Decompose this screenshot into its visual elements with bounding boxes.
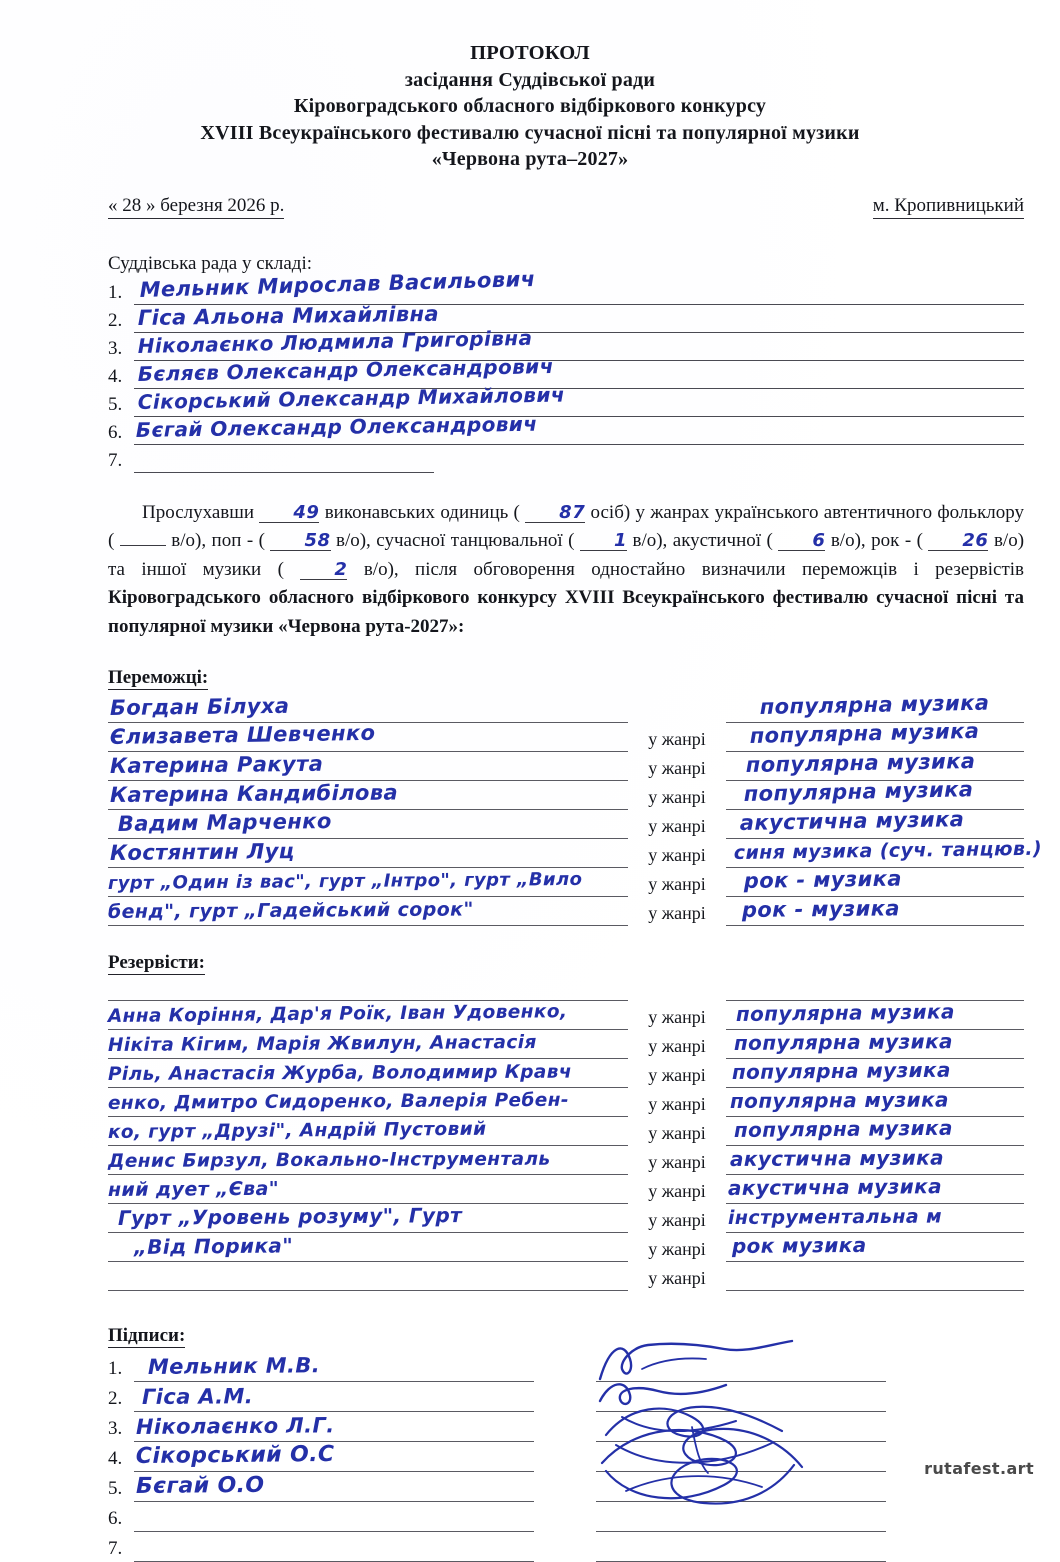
genre-label: у жанрі (648, 1152, 706, 1173)
table-row (108, 1412, 1024, 1442)
header-subtitle-1: засідання Суддівської ради (404, 69, 656, 92)
winner-name-handwriting: гурт „Один із вас", гурт „Інтро", гурт „Вило (107, 868, 583, 895)
winner-genre-handwriting: рок - музика (741, 896, 901, 923)
signature-name-handwriting: Бєгай О.О (135, 1472, 265, 1500)
table-row (108, 1030, 1024, 1059)
winner-name-handwriting: Єлизавета Шевченко (109, 720, 376, 750)
signature-name-cell (134, 1442, 534, 1472)
winner-name-handwriting: Катерина Кандибілова (109, 780, 399, 808)
council-item-index: 3. (108, 337, 123, 359)
para-text-4: в/о), поп - ( (171, 530, 265, 552)
council-item-index: 4. (108, 365, 123, 387)
signatures-heading: Підписи: (108, 1325, 186, 1347)
council-item-index: 2. (108, 309, 123, 331)
table-row (108, 1175, 1024, 1204)
council-item-rule (134, 325, 1024, 361)
para-text-2: виконавських одиниць ( (324, 501, 520, 523)
genre-label: у жанрі (648, 845, 706, 866)
table-row (108, 868, 1024, 897)
reservist-name-handwriting: Анна Коріння, Дар'я Роїк, Іван Удовенко, (107, 1001, 568, 1028)
reservist-name-handwriting: Денис Бирзул, Вокально-Інструменталь (107, 1148, 551, 1173)
council-item-rule (134, 411, 1024, 445)
reservist-genre-handwriting: акустична музика (729, 1145, 945, 1172)
signature-mark-cell (596, 1475, 886, 1502)
winner-name-handwriting: Богдан Білуха (109, 693, 290, 721)
reservist-genre-handwriting: популярна музика (733, 1029, 953, 1056)
reservist-genre-handwriting: рок музика (731, 1232, 867, 1259)
reservist-genre-handwriting: популярна музика (729, 1087, 949, 1114)
winner-genre-cell (726, 777, 1024, 810)
list-item (108, 266, 1024, 305)
list-item (108, 301, 1024, 333)
winners-table (107, 690, 1043, 926)
signature-index: 4. (108, 1448, 123, 1470)
folk-count-blank (120, 545, 166, 546)
signature-name-cell (134, 1535, 534, 1562)
list-item (108, 411, 1024, 445)
signature-mark-cell (596, 1535, 886, 1562)
reservist-name-handwriting: „Від Порика" (133, 1233, 294, 1260)
signature-index: 6. (108, 1508, 123, 1530)
reservist-name-handwriting: Гурт „Уровень розуму", Гурт (117, 1203, 463, 1231)
reservist-genre-cell (726, 1087, 1024, 1117)
genre-label: у жанрі (648, 1036, 706, 1057)
signature-name-handwriting: Мельник М.В. (147, 1353, 321, 1380)
table-row (108, 1472, 1024, 1502)
reservist-name-cell (108, 1061, 628, 1088)
winner-genre-handwriting: популярна музика (759, 690, 990, 720)
reservist-genre-cell (726, 1174, 1024, 1204)
council-item-rule (134, 353, 1024, 389)
winner-name-cell (108, 809, 628, 839)
winner-genre-handwriting: популярна музика (749, 718, 980, 749)
signature-index: 7. (108, 1538, 123, 1560)
council-item-handwriting: Бєляєв Олександр Олександрович (137, 353, 554, 386)
council-item-index: 7. (108, 449, 123, 471)
council-item-index: 6. (108, 421, 123, 443)
signature-name-handwriting: Ніколаєнко Л.Г. (135, 1413, 335, 1440)
reservist-genre-handwriting: популярна музика (735, 999, 955, 1027)
date-row (0, 195, 1060, 219)
genre-label: у жанрі (648, 1268, 706, 1289)
reservist-name-cell (108, 1203, 628, 1233)
council-item-rule (134, 301, 1024, 333)
winner-name-cell (108, 841, 628, 868)
signature-name-cell (134, 1505, 534, 1532)
winner-name-cell (108, 780, 628, 810)
reservist-genre-cell (726, 999, 1024, 1030)
table-row (108, 690, 1024, 723)
acoustic-count-blank: 6 (778, 532, 825, 551)
table-row (108, 1382, 1024, 1412)
winner-genre-handwriting: популярна музика (743, 777, 974, 807)
summary-paragraph (108, 499, 1024, 642)
table-row (108, 1502, 1024, 1532)
winner-genre-handwriting: популярна музика (745, 749, 976, 778)
council-item-index: 1. (108, 281, 123, 303)
council-item-handwriting: Бєгай Олександр Олександрович (135, 411, 538, 442)
genre-label: у жанрі (648, 758, 706, 779)
signature-name-cell (134, 1472, 534, 1502)
para-text-3: осіб) у жанрах українського автентичного фольклору ( (108, 501, 1025, 552)
winner-name-cell (108, 693, 628, 723)
table-row (108, 1442, 1024, 1472)
reservist-name-cell (108, 1090, 628, 1117)
winner-genre-cell (726, 837, 1043, 868)
winner-name-handwriting: Костянтин Луц (109, 839, 295, 866)
genre-label: у жанрі (648, 1094, 706, 1115)
para-text-7: в/о), рок - ( (830, 530, 923, 552)
council-item-rule (134, 382, 1024, 417)
reservist-genre-cell (726, 1232, 1024, 1262)
reservist-name-cell (108, 1148, 628, 1175)
winners-heading: Переможці: (108, 667, 209, 689)
table-row (108, 897, 1024, 926)
genre-label: у жанрі (648, 729, 706, 750)
winner-genre-handwriting: синя музика (суч. танцюв.) (733, 837, 1043, 865)
genre-label: у жанрі (648, 1239, 706, 1260)
reservist-name-cell (108, 1032, 628, 1059)
table-row (108, 1117, 1024, 1146)
reservist-name-cell (108, 1003, 628, 1030)
council-item-rule (134, 266, 1024, 305)
table-row (108, 1262, 1024, 1291)
winner-name-cell (108, 751, 628, 781)
genre-label: у жанрі (648, 1007, 706, 1028)
signature-name-cell (134, 1385, 534, 1412)
header-subtitle-4: «Червона рута–2027» (431, 148, 629, 171)
document-date: « 28 » березня 2026 р. (108, 195, 284, 219)
genre-label: у жанрі (648, 1181, 706, 1202)
reservists-heading: Резервісти: (108, 952, 206, 974)
reservist-genre-cell (726, 1029, 1024, 1059)
council-item-rule (134, 448, 434, 473)
signature-index: 5. (108, 1478, 123, 1500)
document-body (0, 253, 1060, 1562)
genre-label: у жанрі (648, 1210, 706, 1231)
council-item-handwriting: Ніколаєнко Людмила Григорівна (137, 325, 533, 358)
reservist-genre-cell (726, 1145, 1024, 1175)
signature-name-handwriting: Сікорський О.С (135, 1442, 335, 1470)
table-row (108, 1532, 1024, 1562)
table-row (108, 1001, 1024, 1030)
table-row (108, 837, 1043, 868)
list-item (108, 325, 1024, 361)
genre-label: у жанрі (648, 1065, 706, 1086)
genre-label: у жанрі (648, 787, 706, 808)
reservist-name-handwriting: ний дует „Єва" (107, 1177, 280, 1202)
list-item (108, 382, 1024, 417)
para-text-1: Прослухавши (142, 501, 255, 523)
signature-index: 1. (108, 1358, 123, 1380)
council-item-handwriting: Мельник Мирослав Васильович (139, 266, 536, 302)
other-count-blank: 2 (300, 561, 347, 580)
winner-genre-cell (726, 866, 1024, 897)
winner-genre-cell (726, 690, 1024, 723)
signature-mark-cell (596, 1505, 886, 1532)
pop-count-blank: 58 (270, 532, 330, 551)
document-header (0, 0, 1060, 173)
council-heading: Суддівська рада у складі: (108, 252, 313, 274)
signature-name-handwriting: Гіса А.М. (141, 1384, 254, 1410)
signature-scribble-icon (596, 1451, 826, 1505)
para-text-9: в/о), після обговорення одностайно визначили переможців і резервістів (363, 558, 1025, 580)
para-text-8: в/о) та іншої музики ( (108, 530, 1025, 580)
council-item-handwriting: Сікорський Олександр Михайлович (137, 382, 566, 414)
winner-genre-cell (726, 896, 1024, 926)
signature-name-cell (134, 1415, 534, 1442)
header-subtitle-3: XVIII Всеукраїнського фестивалю сучасної пісні та популярної музики (200, 121, 860, 144)
para-text-6: в/о), акустичної ( (632, 530, 773, 552)
reservist-name-cell (108, 974, 628, 1001)
signature-index: 2. (108, 1388, 123, 1410)
signature-index: 3. (108, 1418, 123, 1440)
genre-label: у жанрі (648, 1123, 706, 1144)
rock-count-blank: 26 (928, 532, 988, 551)
table-row (108, 1352, 1024, 1382)
table-row (108, 1204, 1024, 1233)
page-title: ПРОТОКОЛ (470, 42, 590, 64)
header-subtitle-2: Кіровоградського обласного відбіркового конкурсу (293, 95, 767, 118)
reservist-name-cell (108, 1119, 628, 1146)
table-row (108, 749, 1024, 781)
winner-name-cell (108, 720, 628, 752)
winner-genre-handwriting: акустична музика (739, 807, 965, 836)
document-city: м. Кропивницький (873, 195, 1024, 219)
council-item-handwriting: Гiсa Альона Михайлівна (137, 301, 440, 330)
reservist-genre-handwriting: інструментальна м (727, 1205, 943, 1230)
reservists-table (108, 979, 1024, 1291)
table-row (108, 807, 1024, 839)
table-row (108, 718, 1024, 752)
para-text-5: в/о), сучасної танцювальної ( (335, 530, 575, 552)
reservist-name-handwriting: енко, Дмитро Сидоренко, Валерія Ребен- (107, 1089, 570, 1115)
table-row (108, 777, 1024, 810)
winner-genre-cell (726, 718, 1024, 752)
table-row (108, 1059, 1024, 1088)
watermark: rutafest.art (924, 1459, 1034, 1478)
council-item-index: 5. (108, 393, 123, 415)
winner-name-cell (108, 870, 628, 897)
table-row (108, 1233, 1024, 1262)
list-item (108, 353, 1024, 389)
signature-name-cell (134, 1355, 534, 1382)
table-row (108, 979, 1024, 1001)
units-count-blank: 49 (259, 504, 319, 523)
dance-count-blank: 1 (580, 532, 627, 551)
reservist-genre-handwriting: акустична музика (727, 1174, 943, 1201)
genre-label: у жанрі (648, 874, 706, 895)
reservist-name-cell (108, 1177, 628, 1204)
table-row (108, 1088, 1024, 1117)
winner-name-handwriting: бенд", гурт „Гадейський сорок" (107, 898, 474, 924)
winner-genre-cell (726, 807, 1024, 839)
genre-label: у жанрі (648, 903, 706, 924)
winner-name-handwriting: Катерина Ракута (109, 751, 324, 779)
signatures-table (108, 1352, 1024, 1562)
reservist-genre-cell (726, 974, 1024, 1001)
persons-count-blank: 87 (525, 504, 585, 523)
winner-name-handwriting: Вадим Марченко (117, 809, 332, 837)
winner-name-cell (108, 899, 628, 926)
reservist-genre-cell (726, 1206, 1024, 1233)
reservist-name-cell (108, 1235, 628, 1262)
table-row (108, 1146, 1024, 1175)
council-members-list (108, 266, 1024, 473)
winner-genre-handwriting: рок - музика (743, 866, 903, 894)
reservist-name-cell (108, 1264, 628, 1291)
reservist-genre-cell (726, 1115, 1024, 1146)
genre-label: у жанрі (648, 816, 706, 837)
para-text-bold: Кіровоградського обласного відбіркового конкурсу XVIII Всеукраїнського фестивалю сучасної пісні та популярної музики «Червона рута-2027»: (108, 587, 1024, 637)
reservist-name-handwriting: Ріль, Анастасія Журба, Володимир Кравч (107, 1061, 573, 1086)
reservist-genre-cell (726, 1264, 1024, 1291)
reservist-genre-handwriting: популярна музика (733, 1115, 953, 1143)
winner-genre-cell (726, 749, 1024, 781)
reservist-name-handwriting: Нікіта Кігим, Марія Жвилун, Анастасія (107, 1032, 537, 1057)
reservist-name-handwriting: ко, гурт „Друзі", Андрій Пустовий (107, 1118, 487, 1144)
list-item (108, 445, 1024, 473)
reservist-genre-handwriting: популярна музика (731, 1057, 951, 1085)
reservist-genre-cell (726, 1057, 1024, 1088)
